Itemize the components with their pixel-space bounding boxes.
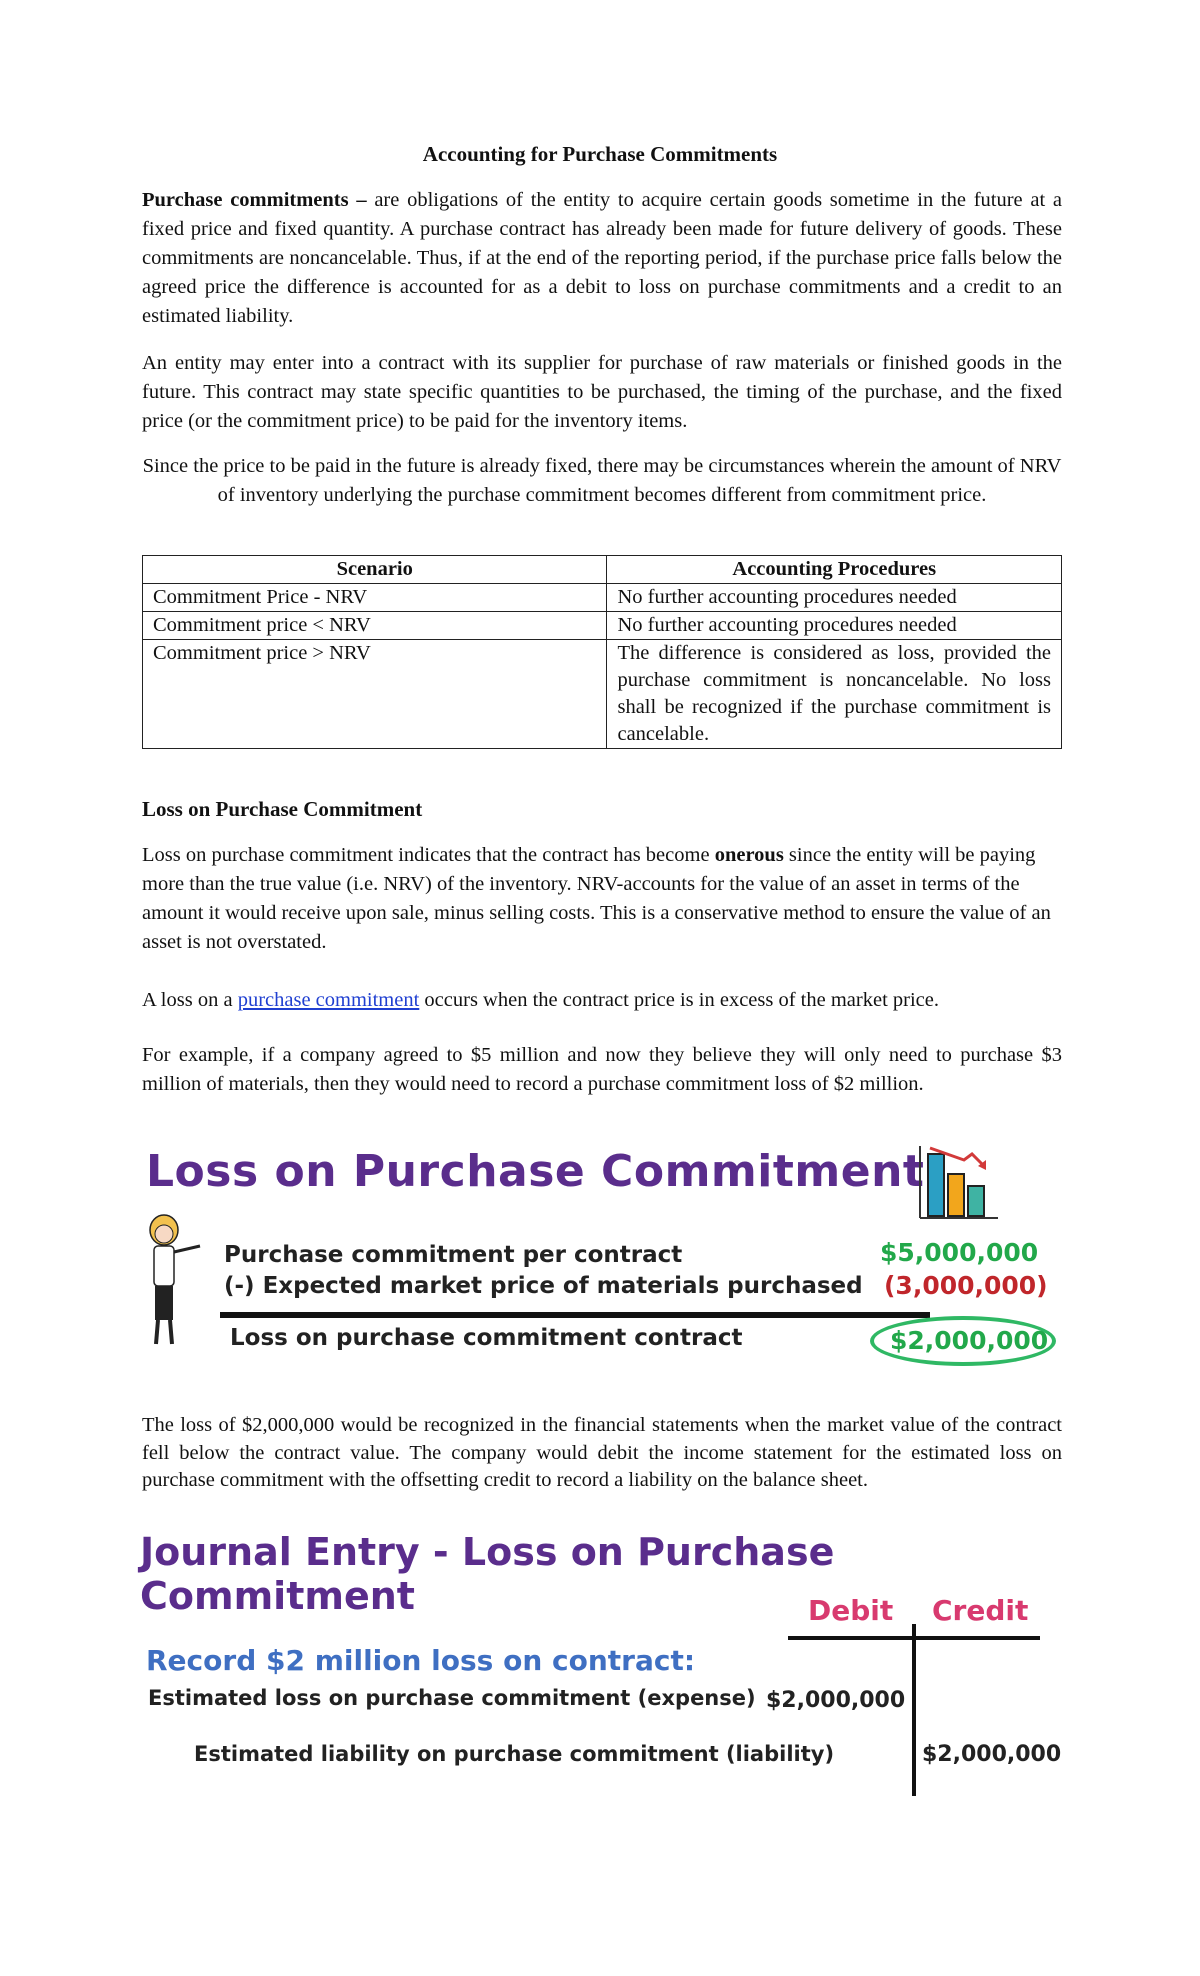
expense-label: Estimated loss on purchase commitment (expense) <box>148 1686 756 1710</box>
section-heading: Loss on Purchase Commitment <box>142 797 423 821</box>
link-paragraph <box>142 986 1062 1015</box>
table-header: Accounting Procedures <box>607 556 1062 584</box>
commitment-label: Purchase commitment per contract <box>224 1242 683 1268</box>
journal-subtitle: Record $2 million loss on contract: <box>146 1644 696 1677</box>
commitment-value: $5,000,000 <box>880 1238 1039 1267</box>
total-divider <box>220 1312 930 1318</box>
contract-paragraph: An entity may enter into a contract with its supplier for purchase of raw materials or finished goods in the future. This contract may state specific quantities to be purchased, the timing of the purchase, and the fixed price (or the commitment price) to be paid for the inventory items. <box>142 352 1062 432</box>
debit-header: Debit <box>808 1594 894 1627</box>
market-price-value: (3,000,000) <box>884 1271 1048 1300</box>
loss-infographic <box>142 1140 1062 1380</box>
table-header-row <box>143 556 1062 584</box>
table-row <box>143 584 1062 612</box>
table-cell: No further accounting procedures needed <box>607 612 1062 640</box>
onerous-term: onerous <box>714 844 784 866</box>
loss-text: since the entity will be paying more than the true value (i.e. NRV) of the inventory. NRV-accounts for the value of an asset in terms of the amount it would receive upon sale, minus selling costs. This is a conservative method to ensure the value of an asset is not overstated. <box>142 844 1051 953</box>
nrv-paragraph: Since the price to be paid in the future is already fixed, there may be circumstances wherein the amount of NRV of inventory underlying the purchase commitment becomes different from commitment price. <box>142 455 1062 506</box>
table-row <box>143 640 1062 749</box>
link-text: A loss on a <box>142 989 238 1011</box>
purchase-commitment-link[interactable]: purchase commitment <box>237 989 420 1011</box>
page-title: Accounting for Purchase Commitments <box>422 142 778 166</box>
debit-amount: $2,000,000 <box>766 1688 906 1713</box>
loss-text: Loss on purchase commitment indicates that the contract has become <box>142 844 715 866</box>
recognition-paragraph: The loss of $2,000,000 would be recognized in the financial statements when the market value of the contract fell below the contract value. The company would debit the income statement for the estimated loss on purchase commitment with the offsetting credit to record a liability on the balance sheet. <box>142 1414 1062 1491</box>
table-cell: No further accounting procedures needed <box>607 584 1062 612</box>
table-cell: Commitment price > NRV <box>143 640 607 749</box>
table-cell: The difference is considered as loss, provided the purchase commitment is noncancelable. No loss shall be recognized if the purchase commitment is cancelable. <box>607 640 1062 749</box>
journal-title: Journal Entry - Loss on Purchase Commitment <box>140 1530 835 1618</box>
intro-paragraph <box>142 186 1062 331</box>
scenario-table <box>142 555 1062 749</box>
intro-text: are obligations of the entity to acquire certain goods sometime in the future at a fixed price and fixed quantity. A purchase contract has already been made for future delivery of goods. These commitments are noncancelable. Thus, if at the end of the reporting period, if the purchase price falls below the agreed price the difference is accounted for as a debit to loss on purchase commitments and a credit to an estimated liability. <box>142 189 1062 327</box>
example-paragraph: For example, if a company agreed to $5 million and now they believe they will only need to purchase $3 million of materials, then they would need to record a purchase commitment loss of $2 million. <box>142 1044 1062 1095</box>
bar-chart-icon <box>912 1140 1002 1230</box>
credit-amount: $2,000,000 <box>922 1742 1062 1767</box>
loss-paragraph <box>142 841 1062 957</box>
liability-label: Estimated liability on purchase commitment (liability) <box>194 1742 835 1766</box>
loss-label: Loss on purchase commitment contract <box>230 1325 743 1351</box>
table-cell: Commitment Price - NRV <box>143 584 607 612</box>
table-row <box>143 612 1062 640</box>
presenter-avatar <box>142 1212 208 1352</box>
table-header: Scenario <box>143 556 607 584</box>
journal-infographic <box>138 1530 1062 1800</box>
intro-term: Purchase commitments – <box>142 189 367 211</box>
market-price-label: (-) Expected market price of materials purchased <box>224 1273 863 1299</box>
link-text: occurs when the contract price is in excess of the market price. <box>419 989 939 1011</box>
infographic-title: Loss on Purchase Commitment <box>146 1146 925 1197</box>
table-cell: Commitment price < NRV <box>143 612 607 640</box>
credit-header: Credit <box>932 1594 1029 1627</box>
loss-value: $2,000,000 <box>890 1326 1049 1355</box>
t-account-vertical <box>912 1624 916 1796</box>
